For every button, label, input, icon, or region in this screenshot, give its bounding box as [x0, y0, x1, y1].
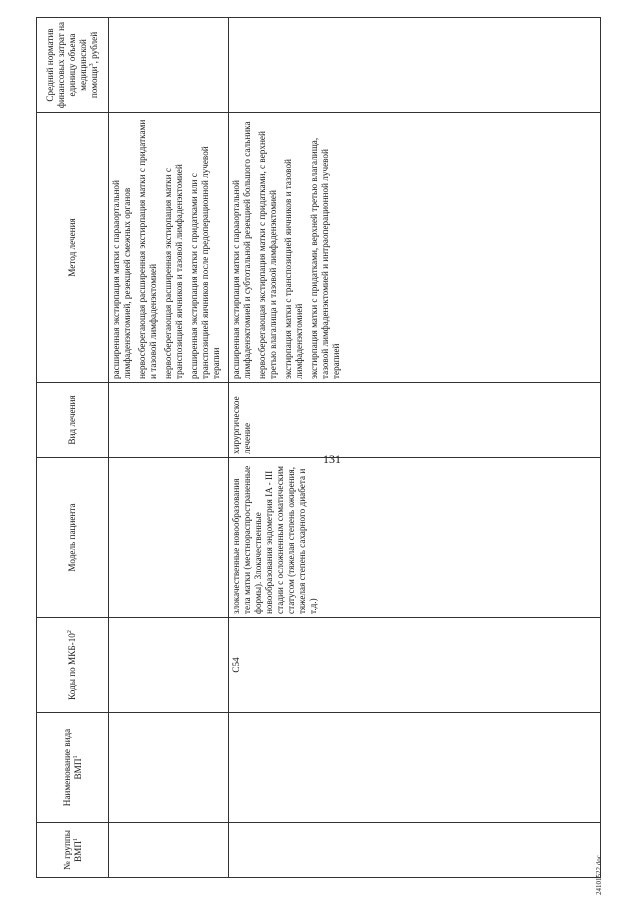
rotated-table-container: [36, 18, 601, 878]
cell-empty: [109, 383, 229, 458]
header-patient-model: Модель пациента: [37, 458, 109, 618]
header-treatment-type: Вид лечения: [37, 383, 109, 458]
cell-patient-model: злокачественные новообразования тела матки (местнораспространенные формы). Злокачественные новообразования эндометрия IA - III стадии с осложненным соматическим статусом (тяжелая степень ожирения, тяжелая степень сахарного диабета и т.д.): [229, 458, 601, 618]
method-text: экстирпация матки с транспозицией яичников и тазовой лимфаденэктомией: [283, 159, 304, 379]
header-group-number: № группы ВМП$^1$: [37, 823, 109, 878]
cell-empty: [109, 618, 229, 713]
cell-empty: [109, 458, 229, 618]
cell-empty: [109, 823, 229, 878]
cell-treatment-type: хирургическое лечение: [229, 383, 601, 458]
method-text: расширенная экстирпация матки с парааортальной лимфаденэктомией и субтотальной резекцией большого сальника: [231, 121, 252, 379]
cell-empty: [229, 823, 601, 878]
cell-empty: [229, 18, 601, 113]
table-row-continuation: [109, 18, 229, 878]
table-row-c54: [229, 18, 601, 878]
method-text: нервосберегающая расширенная экстирпация матки с придатками и тазовой лимфаденэктомией: [137, 119, 158, 379]
cell-empty: [229, 713, 601, 823]
header-average-cost: Средний норматив финансовых затрат на единицу объема медицинской помощи$^3$, рублей: [37, 18, 109, 113]
header-vmp-name: Наименование вида ВМП$^1$: [37, 713, 109, 823]
page-number: 131: [323, 452, 341, 466]
method-text: расширенная экстирпация матки с парааортальной лимфаденэктомией, резекцией смежных органов: [111, 180, 132, 379]
header-treatment-method: Метод лечения: [37, 113, 109, 383]
document-reference: 24101522.doc: [595, 855, 603, 895]
header-icd-codes: Коды по МКБ-$10^2$: [37, 618, 109, 713]
method-text: расширенная экстирпация матки с придатками или с транспозицией яичников после предоперационной лучевой терапии: [189, 146, 221, 379]
method-text: экстирпация матки с придатками, верхней третью влагалища, тазовой лимфаденэктомией и интраоперационной лучевой терапией: [309, 137, 341, 379]
method-text: нервосберегающая расширенная экстирпация матки с транспозицией яичников и тазовой лимфаденэктомией: [163, 164, 184, 379]
cell-empty: [109, 713, 229, 823]
vmp-table: [36, 17, 601, 878]
cell-icd-code: C54: [229, 618, 601, 713]
cell-treatment-methods: [229, 113, 601, 383]
cell-continuation-methods: [109, 113, 229, 383]
cell-empty: [109, 18, 229, 113]
table-header-row: [37, 18, 109, 878]
method-text: нервосберегающая экстирпация матки с придатками, с верхней третью влагалища и тазовой лимфаденэктомией: [257, 131, 278, 379]
